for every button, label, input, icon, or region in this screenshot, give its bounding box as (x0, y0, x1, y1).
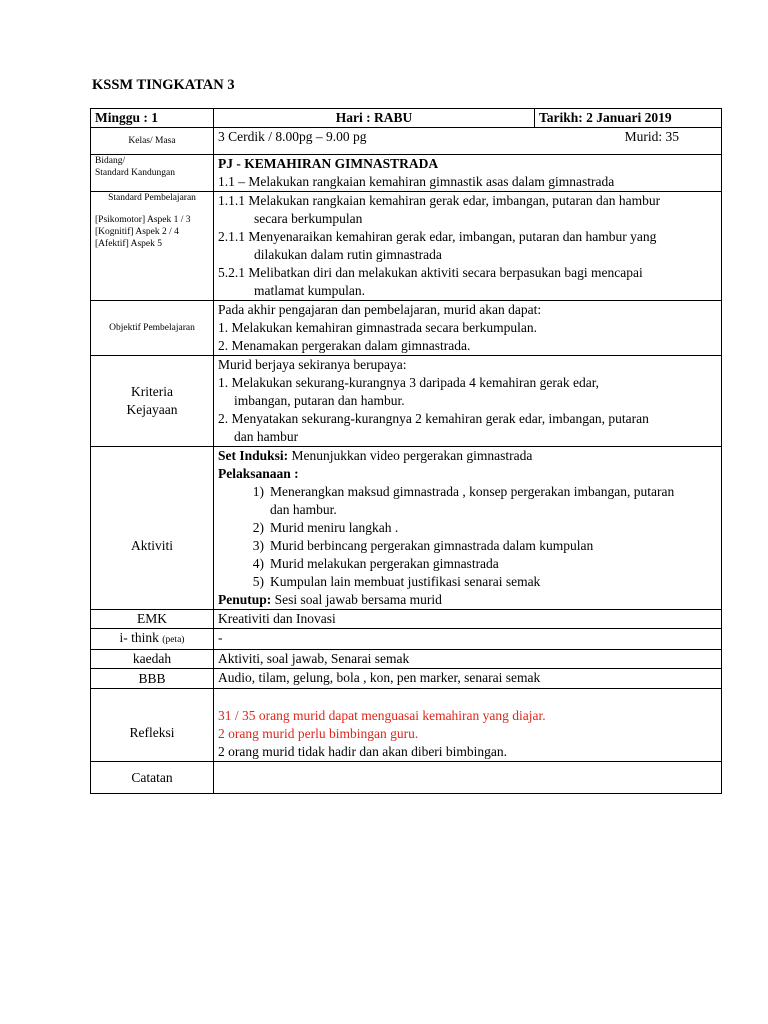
refleksi-line-3: 2 orang murid tidak hadir dan akan diberi bimbingan. (218, 744, 508, 759)
penutup: Penutup: Sesi soal jawab bersama murid (218, 592, 442, 607)
kaedah-label: kaedah (91, 650, 214, 669)
kelas-value-cell (214, 128, 722, 155)
catatan-row (91, 762, 722, 794)
kelas-label: Kelas/ Masa (91, 128, 214, 155)
emk-row (91, 610, 722, 629)
objektif-label: Objektif Pembelajaran (91, 301, 214, 356)
aspek-kognitif: [Kognitif] Aspek 2 / 4 (95, 227, 179, 237)
objektif-content: Pada akhir pengajaran dan pembelajaran, murid akan dapat: 1. Melakukan kemahiran gimnastrada secara berkumpulan. 2. Menamakan pergerakan dalam gimnastrada. (214, 301, 722, 356)
catatan-label: Catatan (91, 762, 214, 794)
bidang-line: 1.1 – Melakukan rangkaian kemahiran gimnastik asas dalam gimnastrada (218, 174, 615, 189)
bidang-title: PJ - KEMAHIRAN GIMNASTRADA (218, 156, 439, 171)
ithink-label: i- think (peta) (91, 629, 214, 650)
standard-label-cell (91, 192, 214, 301)
ithink-value: - (214, 629, 722, 650)
murid-count: Murid: 35 (624, 129, 679, 144)
header-row (91, 109, 722, 128)
pelaksanaan-label: Pelaksanaan : (218, 466, 299, 481)
refleksi-line-1: 31 / 35 orang murid dapat menguasai kemahiran yang diajar. (218, 708, 546, 723)
refleksi-label: Refleksi (91, 689, 214, 762)
objektif-row (91, 301, 722, 356)
aspek-afektif: [Afektif] Aspek 5 (95, 239, 163, 249)
document-title: KSSM TINGKATAN 3 (92, 77, 235, 93)
catatan-value (214, 762, 722, 794)
refleksi-line-2: 2 orang murid perlu bimbingan guru. (218, 726, 419, 741)
bbb-row (91, 669, 722, 689)
hari-cell: Hari : RABU (214, 109, 535, 128)
bidang-content (214, 155, 722, 192)
kriteria-content: Murid berjaya sekiranya berupaya: 1. Melakukan sekurang-kurangnya 3 daripada 4 kemahiran gerak edar, imbangan, putaran dan hambur. 2. Menyatakan sekurang-kurangnya 2 kemahiran gerak edar, imbangan, putaran dan hambur (214, 356, 722, 447)
standard-content: 1.1.1 Melakukan rangkaian kemahiran gerak edar, imbangan, putaran dan hambur secara berkumpulan 2.1.1 Menyenaraikan kemahiran gerak edar, imbangan, putaran dan hambur yang dilakukan dalam rutin gimnastrada 5.2.1 Melibatkan diri dan melakukan aktiviti secara berpasukan bagi mencapai matlamat kumpulan. (214, 192, 722, 301)
kaedah-row (91, 650, 722, 669)
bbb-value: Audio, tilam, gelung, bola , kon, pen marker, senarai semak (214, 669, 722, 689)
step-item: 1) Menerangkan maksud gimnastrada , konsep pergerakan imbangan, putaran dan hambur. (252, 484, 675, 517)
step-item: 2) Murid meniru langkah . (252, 520, 399, 535)
emk-label: EMK (91, 610, 214, 629)
kaedah-value: Aktiviti, soal jawab, Senarai semak (214, 650, 722, 669)
step-item: 5) Kumpulan lain membuat justifikasi senarai semak (252, 574, 541, 589)
minggu-cell: Minggu : 1 (91, 109, 214, 128)
aktiviti-steps (218, 483, 717, 591)
standard-row (91, 192, 722, 301)
kelas-row (91, 128, 722, 155)
aktiviti-row (91, 447, 722, 610)
step-item: 3) Murid berbincang pergerakan gimnastrada dalam kumpulan (252, 538, 594, 553)
aspek-psikomotor: [Psikomotor] Aspek 1 / 3 (95, 215, 191, 225)
standard-label: Standard Pembelajaran (108, 193, 196, 203)
bbb-label: BBB (91, 669, 214, 689)
aktiviti-label: Aktiviti (91, 447, 214, 610)
bidang-row (91, 155, 722, 192)
tarikh-cell: Tarikh: 2 Januari 2019 (535, 109, 722, 128)
bidang-label: Bidang/ Standard Kandungan (91, 155, 214, 192)
kelas-value: 3 Cerdik / 8.00pg – 9.00 pg (218, 129, 367, 144)
step-item: 4) Murid melakukan pergerakan gimnastrada (252, 556, 499, 571)
ithink-row (91, 629, 722, 650)
refleksi-row (91, 689, 722, 762)
emk-value: Kreativiti dan Inovasi (214, 610, 722, 629)
refleksi-content (214, 689, 722, 762)
kriteria-label: Kriteria Kejayaan (91, 356, 214, 447)
lesson-plan-table (90, 108, 722, 794)
aktiviti-content (214, 447, 722, 610)
kriteria-row (91, 356, 722, 447)
set-induksi: Set Induksi: Menunjukkan video pergerakan gimnastrada (218, 448, 533, 463)
